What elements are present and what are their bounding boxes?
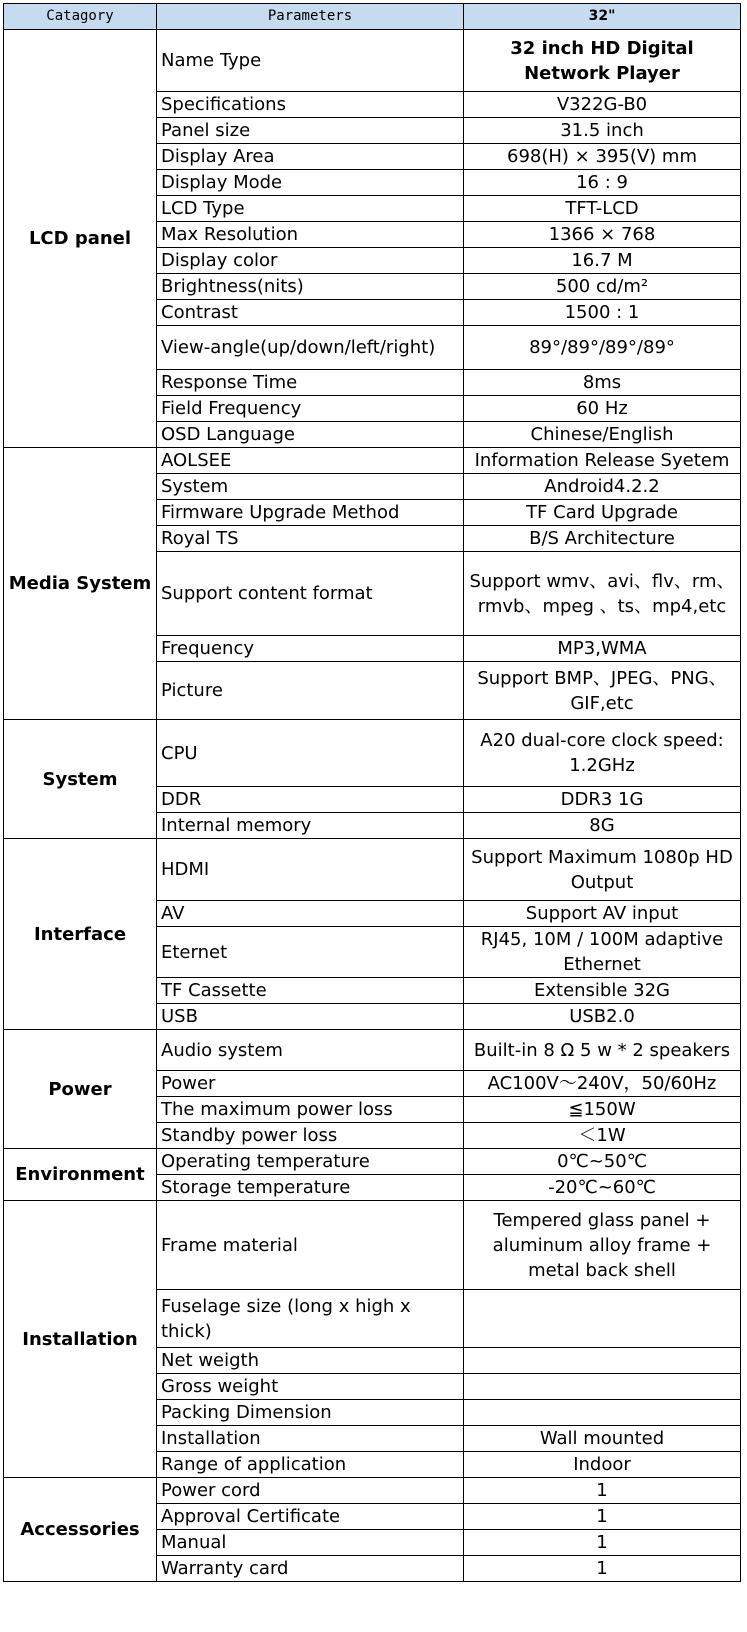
value-cell: 16.7 M: [464, 248, 741, 274]
parameter-cell: Packing Dimension: [157, 1400, 464, 1426]
parameter-cell: Field Frequency: [157, 396, 464, 422]
value-cell: 89°/89°/89°/89°: [464, 326, 741, 370]
table-row: [4, 1201, 741, 1290]
value-cell: Indoor: [464, 1452, 741, 1478]
value-cell: 500 cd/m²: [464, 274, 741, 300]
parameter-cell: Display color: [157, 248, 464, 274]
category-cell: Power: [4, 1030, 157, 1149]
table-row: [4, 1478, 741, 1504]
parameter-cell: View-angle(up/down/left/right): [157, 326, 464, 370]
value-cell: Android4.2.2: [464, 474, 741, 500]
value-cell: TF Card Upgrade: [464, 500, 741, 526]
header-parameters: Parameters: [157, 4, 464, 30]
category-cell: Environment: [4, 1149, 157, 1201]
parameter-cell: Royal TS: [157, 526, 464, 552]
parameter-cell: Brightness(nits): [157, 274, 464, 300]
value-cell: 8ms: [464, 370, 741, 396]
value-cell: [464, 1290, 741, 1348]
parameter-cell: USB: [157, 1004, 464, 1030]
parameter-cell: Name Type: [157, 30, 464, 92]
value-cell: TFT-LCD: [464, 196, 741, 222]
parameter-cell: Frame material: [157, 1201, 464, 1290]
table-row: [4, 1149, 741, 1175]
value-cell: DDR3 1G: [464, 787, 741, 813]
parameter-cell: Panel size: [157, 118, 464, 144]
value-cell: 32 inch HD Digital Network Player: [464, 30, 741, 92]
value-cell: Chinese/English: [464, 422, 741, 448]
parameter-cell: Display Area: [157, 144, 464, 170]
table-row: [4, 720, 741, 787]
value-cell: RJ45, 10M / 100M adaptive Ethernet: [464, 927, 741, 978]
parameter-cell: Range of application: [157, 1452, 464, 1478]
value-cell: A20 dual-core clock speed: 1.2GHz: [464, 720, 741, 787]
value-cell: 1366 × 768: [464, 222, 741, 248]
parameter-cell: DDR: [157, 787, 464, 813]
parameter-cell: Storage temperature: [157, 1175, 464, 1201]
parameter-cell: Operating temperature: [157, 1149, 464, 1175]
value-cell: 698(H) × 395(V) mm: [464, 144, 741, 170]
category-cell: Media System: [4, 448, 157, 720]
parameter-cell: AV: [157, 901, 464, 927]
value-cell: 0℃~50℃: [464, 1149, 741, 1175]
value-cell: Support AV input: [464, 901, 741, 927]
parameter-cell: Manual: [157, 1530, 464, 1556]
parameter-cell: Picture: [157, 662, 464, 720]
value-cell: 1: [464, 1478, 741, 1504]
header-value: 32": [464, 4, 741, 30]
value-cell: 1: [464, 1504, 741, 1530]
category-cell: System: [4, 720, 157, 839]
parameter-cell: Support content format: [157, 552, 464, 636]
parameter-cell: CPU: [157, 720, 464, 787]
value-cell: Support BMP、JPEG、PNG、GIF,etc: [464, 662, 741, 720]
parameter-cell: Fuselage size (long x high x thick): [157, 1290, 464, 1348]
value-cell: Support wmv、avi、flv、rm、rmvb、mpeg 、ts、mp4,etc: [464, 552, 741, 636]
value-cell: Tempered glass panel + aluminum alloy frame + metal back shell: [464, 1201, 741, 1290]
parameter-cell: Standby power loss: [157, 1123, 464, 1149]
parameter-cell: AOLSEE: [157, 448, 464, 474]
value-cell: 8G: [464, 813, 741, 839]
category-cell: Interface: [4, 839, 157, 1030]
parameter-cell: Installation: [157, 1426, 464, 1452]
value-cell: 1: [464, 1530, 741, 1556]
parameter-cell: The maximum power loss: [157, 1097, 464, 1123]
value-cell: [464, 1348, 741, 1374]
parameter-cell: System: [157, 474, 464, 500]
spec-table: [3, 3, 741, 1582]
value-cell: Built-in 8 Ω 5 w * 2 speakers: [464, 1030, 741, 1071]
parameter-cell: LCD Type: [157, 196, 464, 222]
value-cell: Support Maximum 1080p HD Output: [464, 839, 741, 901]
value-cell: Wall mounted: [464, 1426, 741, 1452]
table-row: [4, 1030, 741, 1071]
value-cell: 1500 : 1: [464, 300, 741, 326]
parameter-cell: Internal memory: [157, 813, 464, 839]
parameter-cell: Eternet: [157, 927, 464, 978]
category-cell: Installation: [4, 1201, 157, 1478]
value-cell: ＜1W: [464, 1123, 741, 1149]
value-cell: 31.5 inch: [464, 118, 741, 144]
parameter-cell: Approval Certificate: [157, 1504, 464, 1530]
value-cell: MP3,WMA: [464, 636, 741, 662]
value-cell: 60 Hz: [464, 396, 741, 422]
category-cell: Accessories: [4, 1478, 157, 1582]
value-cell: 1: [464, 1556, 741, 1582]
parameter-cell: HDMI: [157, 839, 464, 901]
value-cell: USB2.0: [464, 1004, 741, 1030]
parameter-cell: Display Mode: [157, 170, 464, 196]
parameter-cell: Power: [157, 1071, 464, 1097]
value-cell: ≦150W: [464, 1097, 741, 1123]
parameter-cell: Specifications: [157, 92, 464, 118]
header-row: [4, 4, 741, 30]
parameter-cell: Net weigth: [157, 1348, 464, 1374]
parameter-cell: Contrast: [157, 300, 464, 326]
table-row: [4, 448, 741, 474]
parameter-cell: Max Resolution: [157, 222, 464, 248]
value-cell: 16 : 9: [464, 170, 741, 196]
value-cell: AC100V～240V，50/60Hz: [464, 1071, 741, 1097]
parameter-cell: OSD Language: [157, 422, 464, 448]
parameter-cell: Audio system: [157, 1030, 464, 1071]
value-cell: [464, 1400, 741, 1426]
parameter-cell: Warranty card: [157, 1556, 464, 1582]
value-cell: V322G-B0: [464, 92, 741, 118]
parameter-cell: Response Time: [157, 370, 464, 396]
value-cell: -20℃~60℃: [464, 1175, 741, 1201]
parameter-cell: Frequency: [157, 636, 464, 662]
parameter-cell: TF Cassette: [157, 978, 464, 1004]
header-category: Catagory: [4, 4, 157, 30]
parameter-cell: Gross weight: [157, 1374, 464, 1400]
table-row: [4, 30, 741, 92]
value-cell: Information Release Syetem: [464, 448, 741, 474]
value-cell: B/S Architecture: [464, 526, 741, 552]
parameter-cell: Firmware Upgrade Method: [157, 500, 464, 526]
category-cell: LCD panel: [4, 30, 157, 448]
spec-body: [4, 30, 741, 1582]
value-cell: [464, 1374, 741, 1400]
parameter-cell: Power cord: [157, 1478, 464, 1504]
value-cell: Extensible 32G: [464, 978, 741, 1004]
table-row: [4, 839, 741, 901]
